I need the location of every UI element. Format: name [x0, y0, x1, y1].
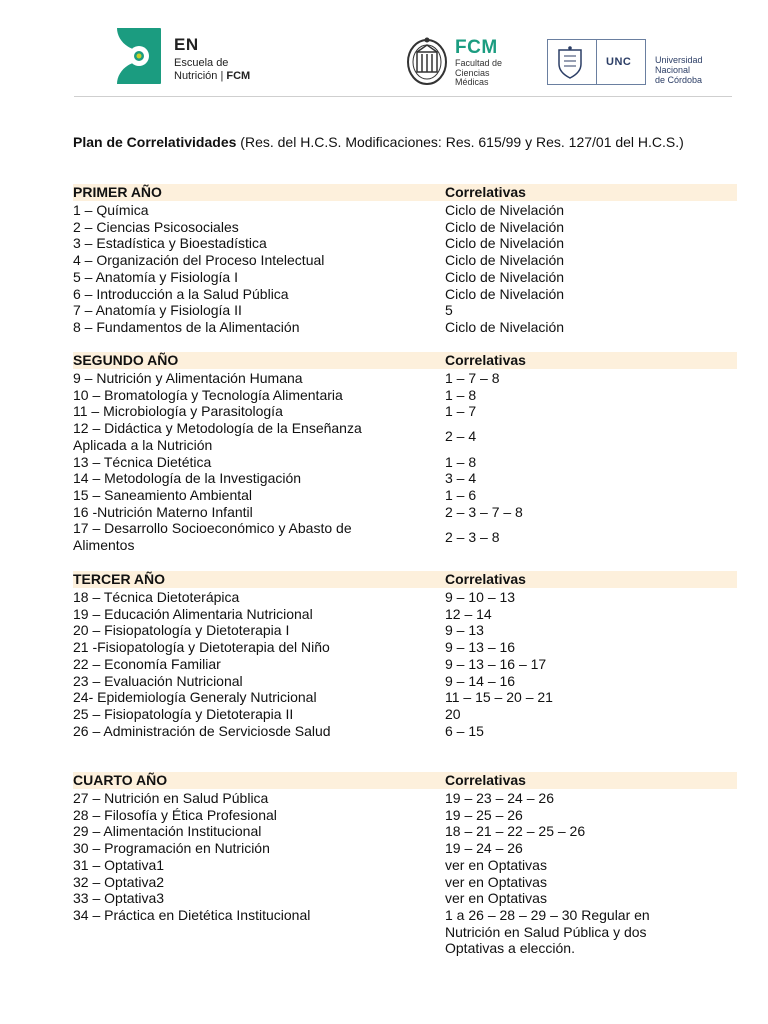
correlatives-value: Ciclo de Nivelación	[445, 285, 565, 302]
subject-name: 33 – Optativa3	[73, 890, 165, 907]
table-row	[0, 890, 768, 907]
en-logo-icon	[103, 28, 161, 84]
table-row	[0, 520, 768, 553]
correlatives-value: 6 – 15	[445, 722, 484, 739]
subject-name: 14 – Metodología de la Investigación	[73, 470, 302, 487]
section-header	[73, 352, 737, 369]
table-row	[0, 487, 768, 504]
subject-name: 19 – Educación Alimentaria Nutricional	[73, 605, 313, 622]
section-title: PRIMER AÑO	[73, 184, 162, 200]
subject-name: 13 – Técnica Dietética	[73, 453, 212, 470]
correlatives-value: ver en Optativas	[445, 890, 547, 907]
subject-name: 1 – Química	[73, 202, 149, 218]
table-row	[0, 470, 768, 487]
unc-crest-icon	[556, 46, 584, 79]
intro-paragraph	[73, 134, 733, 151]
correlatives-value: 3 – 4	[445, 470, 477, 487]
fcm-logo-title: FCM	[455, 37, 498, 58]
correlatives-value: 9 – 14 – 16	[445, 672, 516, 689]
correlatives-value: 5	[445, 302, 453, 319]
correlatives-value: 1 – 7	[445, 403, 477, 420]
correlatives-header: Correlativas	[445, 352, 526, 368]
table-row	[0, 420, 768, 453]
subject-name: 31 – Optativa1	[73, 856, 165, 873]
subject-name: 28 – Filosofía y Ética Profesional	[73, 806, 277, 823]
table-row	[0, 874, 768, 891]
subject-name: 4 – Organización del Proceso Intelectual	[73, 252, 325, 269]
section-header	[73, 772, 737, 789]
unc-name-line3: de Córdoba	[655, 75, 703, 85]
correlatives-header: Correlativas	[445, 184, 526, 200]
table-row	[0, 235, 768, 252]
table-row	[0, 689, 768, 706]
correlatives-value: 1 a 26 – 28 – 29 – 30 Regular en Nutrición en Salud Pública y dos Optativas a elección.	[445, 906, 650, 957]
table-row	[0, 269, 768, 286]
correlatives-value: 2 – 3 – 8	[445, 528, 500, 545]
correlatives-value: 9 – 10 – 13	[445, 589, 516, 605]
unc-name-line1: Universidad	[655, 55, 703, 65]
subject-name: 17 – Desarrollo Socioeconómico y Abasto de Alimentos	[73, 520, 352, 553]
fcm-crest-icon	[406, 36, 448, 86]
unc-logo-name	[655, 55, 703, 85]
table-row	[0, 673, 768, 690]
fcm-logo-line1: Facultad de	[455, 58, 503, 68]
table-row	[0, 370, 768, 387]
subject-name: 15 – Saneamiento Ambiental	[73, 486, 253, 503]
page-header	[0, 0, 768, 100]
correlatives-value: 1 – 6	[445, 486, 477, 503]
subject-name: 11 – Microbiología y Parasitología	[73, 403, 283, 420]
table-row	[0, 202, 768, 219]
subject-name: 21 -Fisiopatología y Dietoterapia del Niño	[73, 639, 330, 656]
table-row	[0, 387, 768, 404]
subject-name: 32 – Optativa2	[73, 873, 165, 890]
correlatives-value: Ciclo de Nivelación	[445, 218, 565, 235]
table-row	[0, 589, 768, 606]
en-logo-line2b: FCM	[226, 70, 251, 82]
subject-name: 16 -Nutrición Materno Infantil	[73, 503, 253, 520]
subject-name: 22 – Economía Familiar	[73, 655, 221, 672]
table-row	[0, 790, 768, 807]
correlatives-value: 19 – 25 – 26	[445, 806, 523, 823]
correlatives-value: 2 – 4	[445, 428, 477, 445]
en-logo-title: EN	[174, 35, 199, 54]
correlatives-value: 1 – 8	[445, 453, 477, 470]
table-row	[0, 252, 768, 269]
table-row	[0, 656, 768, 673]
correlatives-value: 19 – 23 – 24 – 26	[445, 790, 554, 806]
subject-name: 12 – Didáctica y Metodología de la Enseñanza Aplicada a la Nutrición	[73, 420, 362, 453]
table-row	[0, 622, 768, 639]
unc-logo	[547, 39, 646, 85]
correlatives-value: 9 – 13 – 16 – 17	[445, 655, 547, 672]
correlatives-value: Ciclo de Nivelación	[445, 235, 565, 252]
subject-name: 24- Epidemiología Generaly Nutricional	[73, 689, 317, 706]
table-row	[0, 319, 768, 336]
section-title: TERCER AÑO	[73, 571, 166, 587]
table-row	[0, 706, 768, 723]
subject-name: 26 – Administración de Serviciosde Salud	[73, 722, 331, 739]
table-row	[0, 807, 768, 824]
correlatives-value: 20	[445, 705, 461, 722]
section-title: SEGUNDO AÑO	[73, 352, 179, 368]
correlatives-value: 1 – 8	[445, 386, 477, 403]
correlatives-header: Correlativas	[445, 772, 526, 788]
unc-name-line2: Nacional	[655, 65, 691, 75]
correlatives-value: 19 – 24 – 26	[445, 840, 523, 857]
section-title: CUARTO AÑO	[73, 772, 168, 788]
correlatives-value: 2 – 3 – 7 – 8	[445, 503, 523, 520]
correlatives-value: Ciclo de Nivelación	[445, 268, 565, 285]
table-row	[0, 454, 768, 471]
correlatives-value: 1 – 7 – 8	[445, 370, 500, 386]
section-header	[73, 184, 737, 201]
table-row	[0, 639, 768, 656]
en-logo-line2a: Nutrición |	[174, 70, 224, 82]
correlatives-value: 12 – 14	[445, 605, 492, 622]
correlatives-value: 11 – 15 – 20 – 21	[445, 689, 553, 706]
fcm-logo-text	[455, 38, 502, 88]
subject-name: 29 – Alimentación Institucional	[73, 823, 262, 840]
table-row	[0, 723, 768, 740]
table-row	[0, 606, 768, 623]
subject-name: 8 – Fundamentos de la Alimentación	[73, 318, 300, 335]
correlatives-value: 9 – 13	[445, 622, 484, 639]
table-row	[0, 504, 768, 521]
unc-logo-label: UNC	[606, 56, 632, 68]
en-logo-line1: Escuela de	[174, 57, 229, 69]
table-row	[0, 403, 768, 420]
subject-name: 6 – Introducción a la Salud Pública	[73, 285, 289, 302]
correlatives-value: ver en Optativas	[445, 873, 547, 890]
fcm-logo-line3: Médicas	[455, 77, 489, 87]
fcm-logo-line2: Ciencias	[455, 67, 490, 78]
subject-name: 27 – Nutrición en Salud Pública	[73, 790, 269, 806]
correlatives-value: Ciclo de Nivelación	[445, 318, 565, 335]
correlatives-value: Ciclo de Nivelación	[445, 202, 565, 218]
intro-title: Plan de Correlatividades	[73, 134, 237, 150]
subject-name: 10 – Bromatología y Tecnología Alimentaria	[73, 386, 343, 403]
section-header	[73, 571, 737, 588]
unc-divider	[596, 40, 597, 84]
intro-text: (Res. del H.C.S. Modificaciones: Res. 615/99 y Res. 127/01 del H.C.S.)	[236, 134, 684, 150]
table-row	[0, 286, 768, 303]
subject-name: 30 – Programación en Nutrición	[73, 840, 270, 857]
subject-name: 18 – Técnica Dietoterápica	[73, 589, 240, 605]
subject-name: 25 – Fisiopatología y Dietoterapia II	[73, 705, 294, 722]
correlatives-value: Ciclo de Nivelación	[445, 252, 565, 269]
correlatives-header: Correlativas	[445, 571, 526, 587]
table-row	[0, 219, 768, 236]
subject-name: 9 – Nutrición y Alimentación Humana	[73, 370, 303, 386]
table-row	[0, 302, 768, 319]
en-logo-text	[174, 36, 250, 83]
correlatives-value: 18 – 21 – 22 – 25 – 26	[445, 823, 586, 840]
subject-name: 34 – Práctica en Dietética Institucional	[73, 906, 311, 923]
subject-name: 23 – Evaluación Nutricional	[73, 672, 243, 689]
subject-name: 2 – Ciencias Psicosociales	[73, 218, 239, 235]
table-row	[0, 857, 768, 874]
subject-name: 7 – Anatomía y Fisiología II	[73, 302, 242, 319]
table-row	[0, 907, 768, 974]
table-row	[0, 840, 768, 857]
table-row	[0, 823, 768, 840]
subject-name: 3 – Estadística y Bioestadística	[73, 235, 267, 252]
correlatives-value: 9 – 13 – 16	[445, 639, 516, 656]
correlatives-value: ver en Optativas	[445, 856, 547, 873]
header-divider	[74, 96, 732, 97]
subject-name: 20 – Fisiopatología y Dietoterapia I	[73, 622, 290, 639]
subject-name: 5 – Anatomía y Fisiología I	[73, 268, 238, 285]
